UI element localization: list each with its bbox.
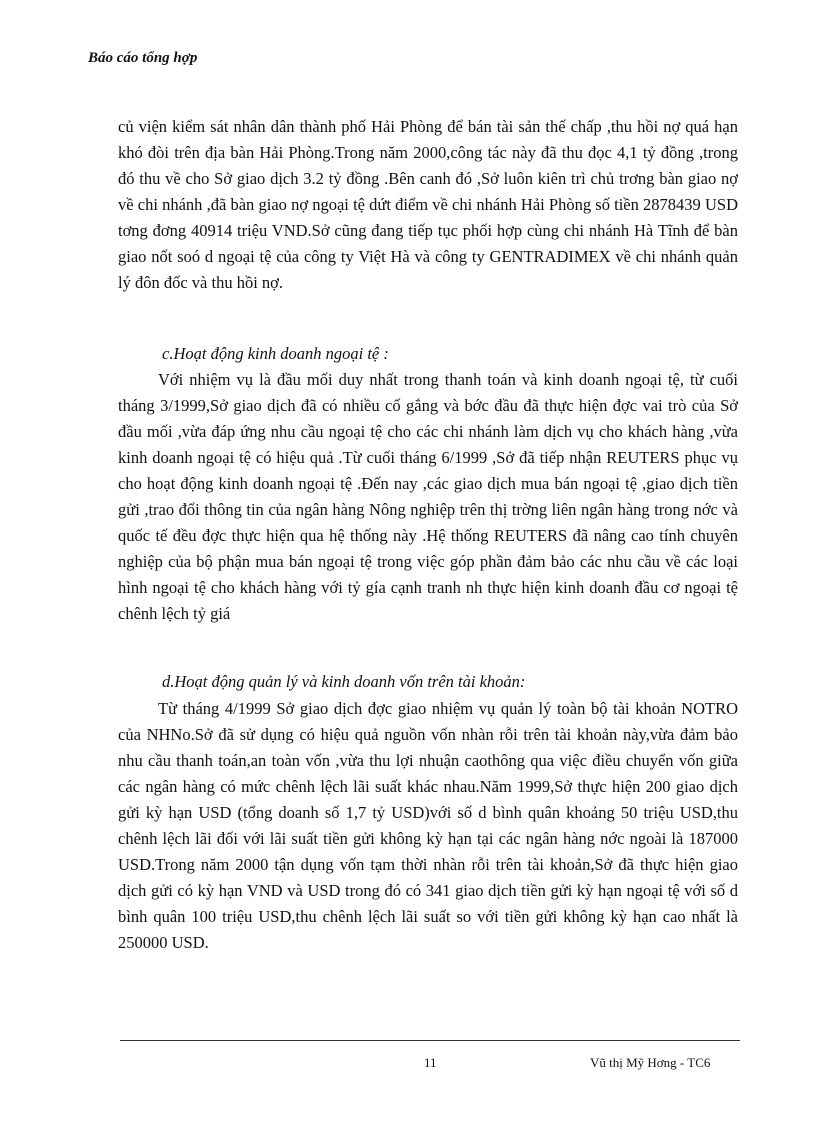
paragraph-3: Từ tháng 4/1999 Sở giao dịch đợc giao nhiệm vụ quản lý toàn bộ tài khoản NOTRO của NHNo.Sở đã sử dụng có hiệu quả nguồn vốn nhàn rỗi trên tài khoản này,vừa đảm bảo nhu cầu thanh toán,an toàn vốn ,vừa thu lợi nhuận caothông qua việc điều chuyển vốn giữa các ngân hàng có mức chênh lệch lãi suất khác nhau.Năm 1999,Sở thực hiện 200 giao dịch gửi kỳ hạn USD (tổng doanh số 1,7 tỷ USD)với số d bình quân khoảng 50 triệu USD,thu chênh lệch lãi đối với lãi suất tiền gửi không kỳ hạn tại các ngân hàng nớc ngoài là 187000 USD.Trong năm 2000 tận dụng vốn tạm thời nhàn rỗi trên tài khoản,Sở đã thực hiện giao dịch gửi có kỳ hạn VND và USD trong đó có 341 giao dịch tiền gửi kỳ hạn ngoại tệ với số d bình quân 100 triệu USD,thu chênh lệch lãi suất so với tiền gửi không kỳ hạn cao nhất là 250000 USD. [118, 699, 738, 952]
footer-author: Vũ thị Mỹ Hơng - TC6 [590, 1055, 711, 1070]
paragraph-1: củ viện kiểm sát nhân dân thành phố Hải Phòng để bán tài sản thế chấp ,thu hồi nợ quá hạn khó đòi trên địa bàn Hải Phòng.Trong năm 2000,công tác này đã thu đọc 4,1 tỷ đồng ,trong đó thu về cho Sở giao dịch 3.2 tỷ đồng .Bên canh đó ,Sở luôn kiên trì chủ trơng bàn giao nợ về chi nhánh ,đã bàn giao nợ ngoại tệ dứt điểm về chi nhánh Hải Phòng số tiền 2878439 USD tơng đơng 40914 triệu VND.Sở cũng đang tiếp tục phối hợp cùng chi nhánh Hà Tĩnh để bàn giao nốt soó d ngoại tệ của công ty Việt Hà và công ty GENTRADIMEX về chi nhánh quản lý đôn đốc và thu hồi nợ. [118, 117, 738, 292]
page-number: 11 [424, 1055, 437, 1070]
footer-divider [120, 1040, 740, 1041]
paragraph-2: Với nhiệm vụ là đầu mối duy nhất trong thanh toán và kinh doanh ngoại tệ, từ cuối tháng 3/1999,Sở giao dịch đã có nhiều cố gắng và bớc đầu đã thực hiện đợc vai trò của Sở đầu mối ,vừa đáp ứng nhu cầu ngoại tệ cho các chi nhánh làm dịch vụ cho khách hàng ,vừa kinh doanh ngoại tệ có hiệu quả .Từ cuối tháng 6/1999 ,Sở đã tiếp nhận REUTERS phục vụ cho hoạt động kinh doanh ngoại tệ .Đến nay ,các giao dịch mua bán ngoại tệ ,giao dịch tiền gửi ,trao đổi thông tin của ngân hàng Nông nghiệp trên thị trờng liên ngân hàng trong nớc và quốc tế đều đợc thực hiện qua hệ thống này .Hệ thống REUTERS đã nâng cao tính chuyên nghiệp của bộ phận mua bán ngoại tệ trong việc góp phần đảm bảo các nhu cầu về các loại hình ngoại tệ cho khách hàng với tỷ gía cạnh tranh nh thực hiện kinh doanh đầu cơ ngoại tệ chênh lệch tỷ giá [118, 370, 738, 623]
section-heading-c: c.Hoạt động kinh doanh ngoại tệ : [162, 344, 389, 363]
page-header-title: Báo cáo tổng hợp [88, 50, 198, 66]
section-heading-d: d.Hoạt động quản lý và kinh doanh vốn trên tài khoản: [162, 672, 526, 691]
